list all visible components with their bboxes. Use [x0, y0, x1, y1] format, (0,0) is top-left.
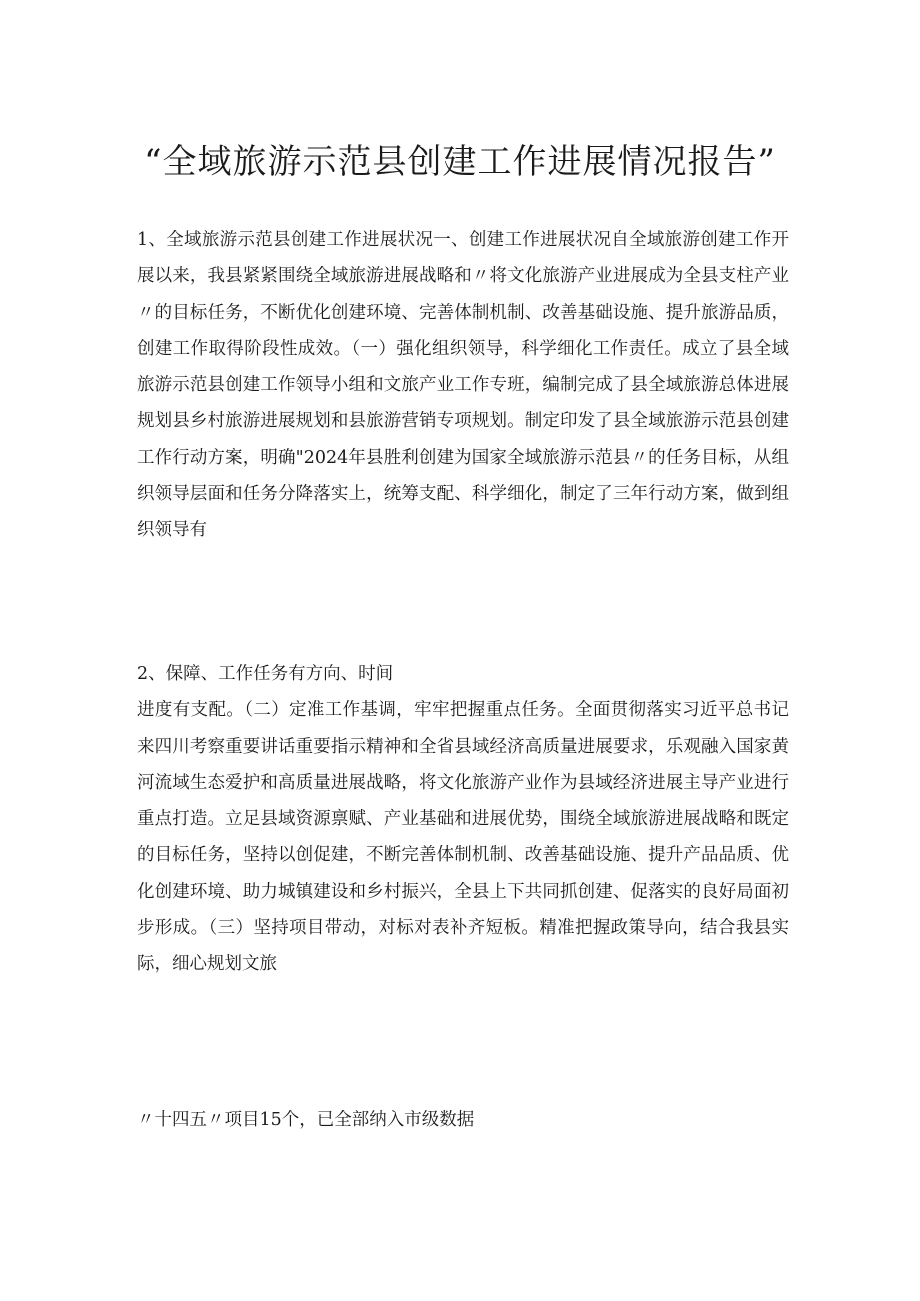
paragraph-2	[137, 656, 789, 983]
document-title: “全域旅游示范县创建工作进展情况报告”	[144, 142, 776, 182]
paragraph-3: 〃十四五〃项目15个，已全部纳入市级数据	[137, 1110, 475, 1130]
paragraph-2-lead: 2、保障、工作任务有方向、时间	[137, 664, 394, 684]
paragraph-1: 1、全域旅游示范县创建工作进展状况一、创建工作进展状况自全域旅游创建工作开展以来，我县紧紧围绕全域旅游进展战略和〃将文化旅游产业进展成为全县支柱产业〃的目标任务，不断优化创建环境、完善体制机制、改善基础设施、提升旅游品质，创建工作取得阶段性成效。（一）强化组织领导，科学细化工作责任。成立了县全域旅游示范县创建工作领导小组和文旅产业工作专班，编制完成了县全域旅游总体进展规划县乡村旅游进展规划和县旅游营销专项规划。制定印发了县全域旅游示范县创建工作行动方案，明确"2024年县胜利创建为国家全域旅游示范县〃的任务目标，从组织领导层面和任务分降落实上，统筹支配、科学细化，制定了三年行动方案，做到组织领导有	[137, 230, 789, 541]
paragraph-2-body: 进度有支配。（二）定准工作基调，牢牢把握重点任务。全面贯彻落实习近平总书记来四川考察重要讲话重要指示精神和全省县域经济高质量进展要求，乐观融入国家黄河流域生态爱护和高质量进展战略，将文化旅游产业作为县域经济进展主导产业进行重点打造。立足县域资源禀赋、产业基础和进展优势，围绕全域旅游进展战略和既定的目标任务，坚持以创促建，不断完善体制机制、改善基础设施、提升产品品质、优化创建环境、助力城镇建设和乡村振兴，全县上下共同抓创建、促落实的良好局面初步形成。（三）坚持项目带动，对标对表补齐短板。精准把握政策导向，结合我县实际，细心规划文旅	[137, 700, 789, 975]
